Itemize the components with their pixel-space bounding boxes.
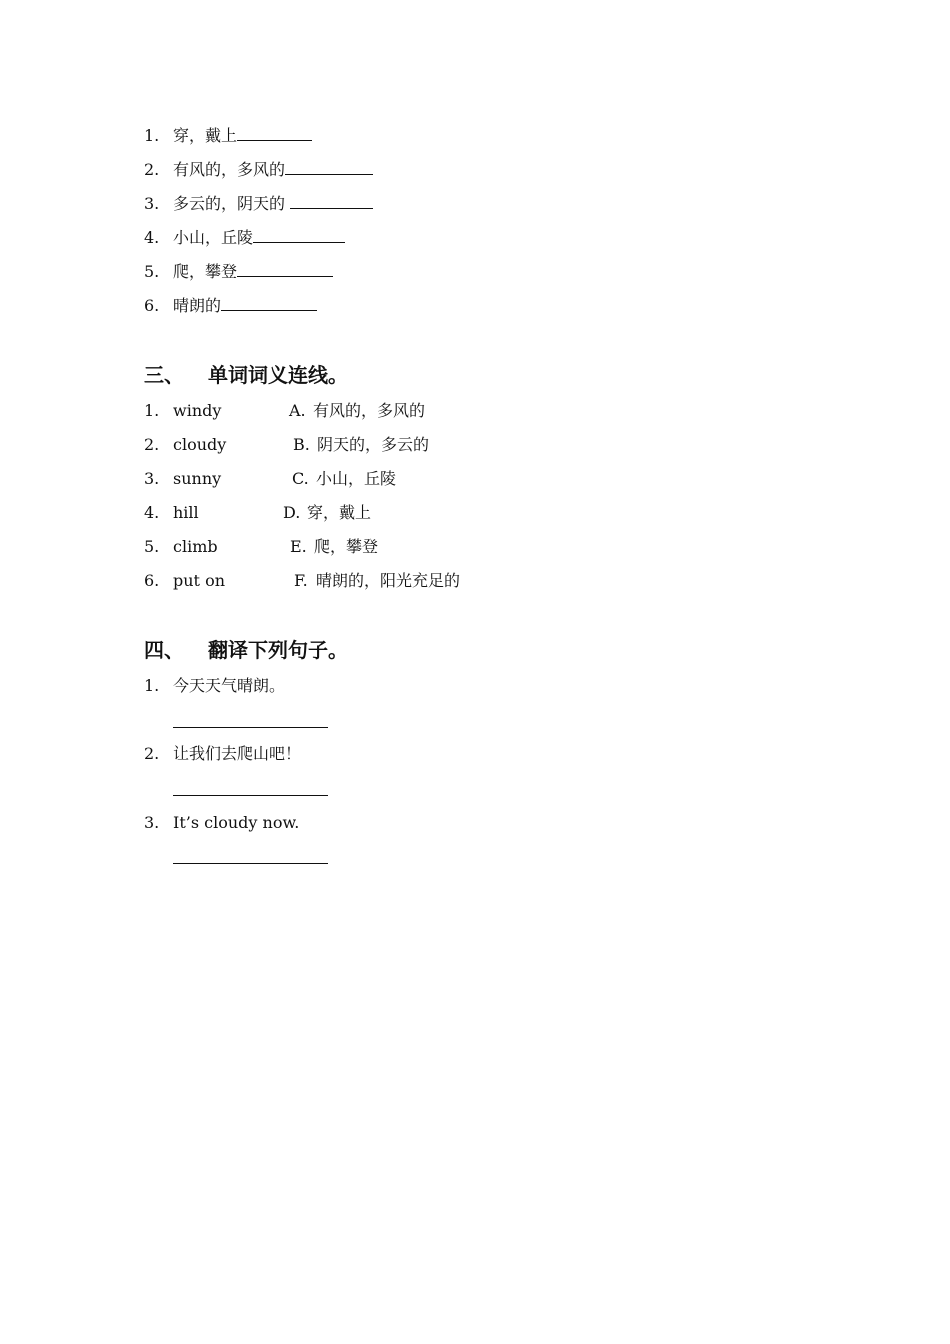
- match-word: hill: [173, 503, 199, 522]
- sentence-text: 让我们去爬山吧！: [173, 744, 302, 763]
- item-text: 晴朗的: [173, 296, 222, 315]
- answer-blank[interactable]: [285, 158, 373, 175]
- match-item-2: [144, 433, 564, 457]
- answer-line[interactable]: [173, 795, 328, 796]
- answer-line[interactable]: [173, 727, 328, 728]
- item-number: 4.: [144, 503, 160, 522]
- option-letter: A.: [289, 401, 306, 420]
- item-text: 穿，戴上: [173, 126, 238, 145]
- item-number: 5.: [144, 537, 160, 556]
- match-item-4: [144, 501, 564, 525]
- match-word: cloudy: [173, 435, 227, 454]
- match-option[interactable]: [294, 569, 460, 593]
- match-item-6: [144, 569, 564, 593]
- match-item-1: [144, 399, 564, 423]
- option-meaning: 阴天的，多云的: [317, 435, 430, 454]
- item-number: 6.: [144, 571, 160, 590]
- match-option[interactable]: [290, 535, 378, 559]
- answer-blank[interactable]: [237, 260, 333, 277]
- match-word: put on: [173, 571, 225, 590]
- match-item-3: [144, 467, 564, 491]
- section-4-heading: [144, 636, 348, 664]
- item-number: 1.: [144, 126, 160, 145]
- item-number: 3.: [144, 194, 160, 213]
- item-number: 4.: [144, 228, 160, 247]
- item-number: 2.: [144, 435, 160, 454]
- match-option[interactable]: [292, 467, 396, 491]
- section-number: 三、: [144, 363, 184, 387]
- sentence-text: 今天天气晴朗。: [173, 676, 286, 695]
- item-text: 爬，攀登: [173, 262, 238, 281]
- section-title: 翻译下列句子。: [208, 638, 348, 662]
- section-3-heading: [144, 361, 348, 389]
- answer-blank[interactable]: [290, 192, 373, 209]
- item-text: 有风的，多风的: [173, 160, 286, 179]
- option-letter: E.: [290, 537, 307, 556]
- sentence-text: It’s cloudy now.: [173, 813, 300, 832]
- answer-line[interactable]: [173, 863, 328, 864]
- item-number: 2.: [144, 160, 160, 179]
- match-item-5: [144, 535, 564, 559]
- item-number: 1.: [144, 676, 160, 695]
- option-letter: D.: [283, 503, 301, 522]
- option-meaning: 有风的，多风的: [313, 401, 426, 420]
- answer-blank[interactable]: [237, 124, 312, 141]
- match-option[interactable]: [283, 501, 371, 525]
- item-number: 3.: [144, 469, 160, 488]
- match-word: windy: [173, 401, 222, 420]
- item-text: 多云的，阴天的: [173, 194, 291, 213]
- item-number: 6.: [144, 296, 160, 315]
- item-number: 3.: [144, 813, 160, 832]
- section-number: 四、: [144, 638, 184, 662]
- match-word: climb: [173, 537, 218, 556]
- match-word: sunny: [173, 469, 222, 488]
- option-letter: C.: [292, 469, 309, 488]
- option-letter: B.: [293, 435, 310, 454]
- option-letter: F.: [294, 571, 308, 590]
- option-meaning: 穿，戴上: [307, 503, 372, 522]
- item-text: 小山，丘陵: [173, 228, 254, 247]
- option-meaning: 晴朗的，阳光充足的: [316, 571, 461, 590]
- option-meaning: 小山，丘陵: [316, 469, 397, 488]
- answer-blank[interactable]: [221, 294, 317, 311]
- item-number: 1.: [144, 401, 160, 420]
- option-meaning: 爬，攀登: [314, 537, 379, 556]
- section-title: 单词词义连线。: [208, 363, 348, 387]
- match-option[interactable]: [293, 433, 429, 457]
- match-option[interactable]: [289, 399, 425, 423]
- item-number: 5.: [144, 262, 160, 281]
- item-number: 2.: [144, 744, 160, 763]
- answer-blank[interactable]: [253, 226, 345, 243]
